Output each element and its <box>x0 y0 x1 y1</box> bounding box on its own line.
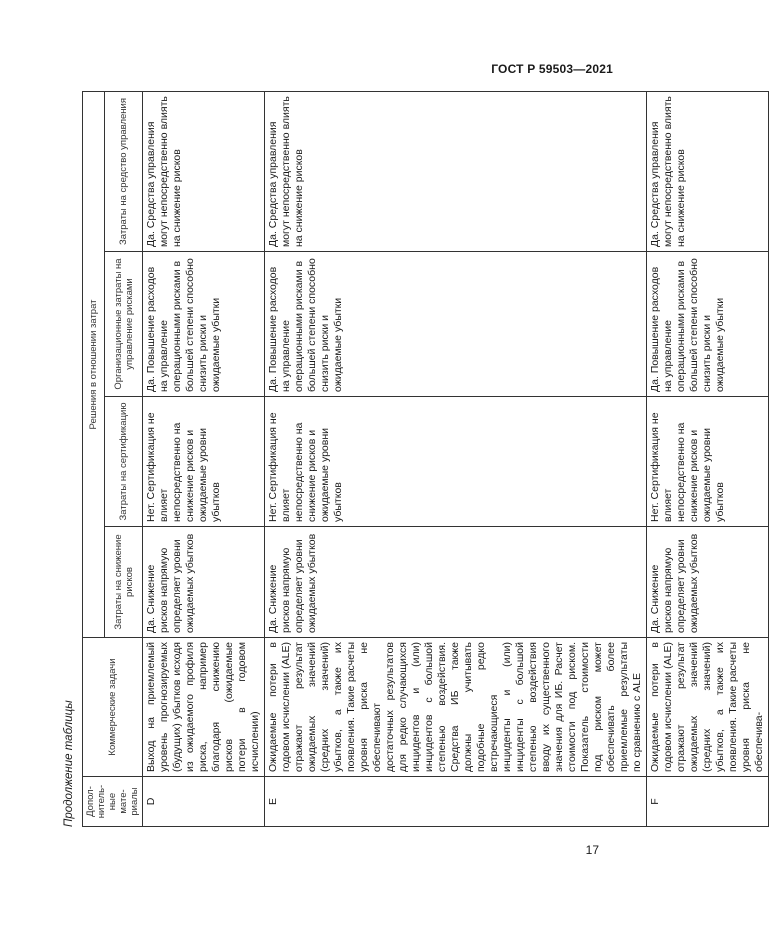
header-control-cost: Затраты на средство управления <box>105 91 143 251</box>
table-row <box>143 91 265 826</box>
cost-decision-table <box>82 91 769 827</box>
header-org-cost: Организационные затраты на управление рисками <box>105 252 143 397</box>
document-header: ГОСТ Р 59503—2021 <box>491 62 613 76</box>
header-cert-cost: Затраты на сертификацию <box>105 397 143 527</box>
cert-cost-cell: Нет. Сертификация не влияет непосредственно на снижение рисков и ожидаемые уровни убытков <box>143 397 265 527</box>
risk-cost-cell: Да. Снижение рисков напрямую определяет уровни ожидаемых убытков <box>143 527 265 638</box>
cert-cost-cell: Нет. Сертификация не влияет непосредственно на снижение рисков и ожидаемые уровни убытков <box>265 397 647 527</box>
org-cost-cell: Да. Повышение расходов на управление операционными рисками в большей степени способно снизить риски и ожидаемые убытки <box>265 252 647 397</box>
rotated-page-area <box>63 92 765 827</box>
org-cost-cell: Да. Повышение расходов на управление операционными рисками в большей степени способно снизить риски и ожидаемые убытки <box>143 252 265 397</box>
risk-cost-cell: Да. Снижение рисков напрямую определяет уровни ожидаемых убытков <box>647 527 769 638</box>
control-cost-cell: Да. Средства управления могут непосредственно влиять на снижение рисков <box>143 91 265 251</box>
header-extra: Допол-нитель-ные мате-риалы <box>83 777 143 827</box>
table-row <box>647 91 769 826</box>
page-number: 17 <box>585 843 599 857</box>
table-row <box>265 91 647 826</box>
business-cell: Выход на приемлемый уровень прогнозируемых (будущих) убытков исходя из ожидаемого профиля риска, например благодаря снижению рисков (ожидаемые потери в годовом исчислении) <box>143 638 265 777</box>
row-code: E <box>265 777 647 827</box>
rotated-content <box>63 92 765 827</box>
header-cost-group: Решения в отношении затрат <box>83 91 105 637</box>
risk-cost-cell: Да. Снижение рисков напрямую определяет уровни ожидаемых убытков <box>265 527 647 638</box>
control-cost-cell: Да. Средства управления могут непосредственно влиять на снижение рисков <box>265 91 647 251</box>
org-cost-cell: Да. Повышение расходов на управление операционными рисками в большей степени способно снизить риски и ожидаемые убытки <box>647 252 769 397</box>
table-header-row-1 <box>83 91 105 826</box>
cert-cost-cell: Нет. Сертификация не влияет непосредственно на снижение рисков и ожидаемые уровни убытков <box>647 397 769 527</box>
table-caption: Продолжение таблицы <box>63 700 75 827</box>
row-code: D <box>143 777 265 827</box>
row-code: F <box>647 777 769 827</box>
business-cell: Ожидаемые потери в годовом исчислении (ALE) отражают результат ожидаемых значений (средних значений) убытков, а также их появления. Такие расчеты уровня риска не обеспечива- <box>647 638 769 777</box>
header-business: Коммерческие задачи <box>83 638 143 777</box>
header-risk-cost: Затраты на снижение рисков <box>105 527 143 638</box>
control-cost-cell: Да. Средства управления могут непосредственно влиять на снижение рисков <box>647 91 769 251</box>
business-cell: Ожидаемые потери в годовом исчислении (ALE) отражают результат ожидаемых значений (средних значений) убытков, а также их появления. Такие расчеты уровня риска не обеспечивают достаточных результатов для редко случающихся инцидентов и (или) инцидентов с большой степенью воздействия. Средства ИБ также должны учитывать подобные редко встречающиеся инциденты и (или) инциденты с большой степенью воздействия вводу их существенного значения для ИБ. Расчет стоимости под риском. Показатель стоимости под риском может обеспечивать более приемлемые результаты по сравнению с ALE <box>265 638 647 777</box>
